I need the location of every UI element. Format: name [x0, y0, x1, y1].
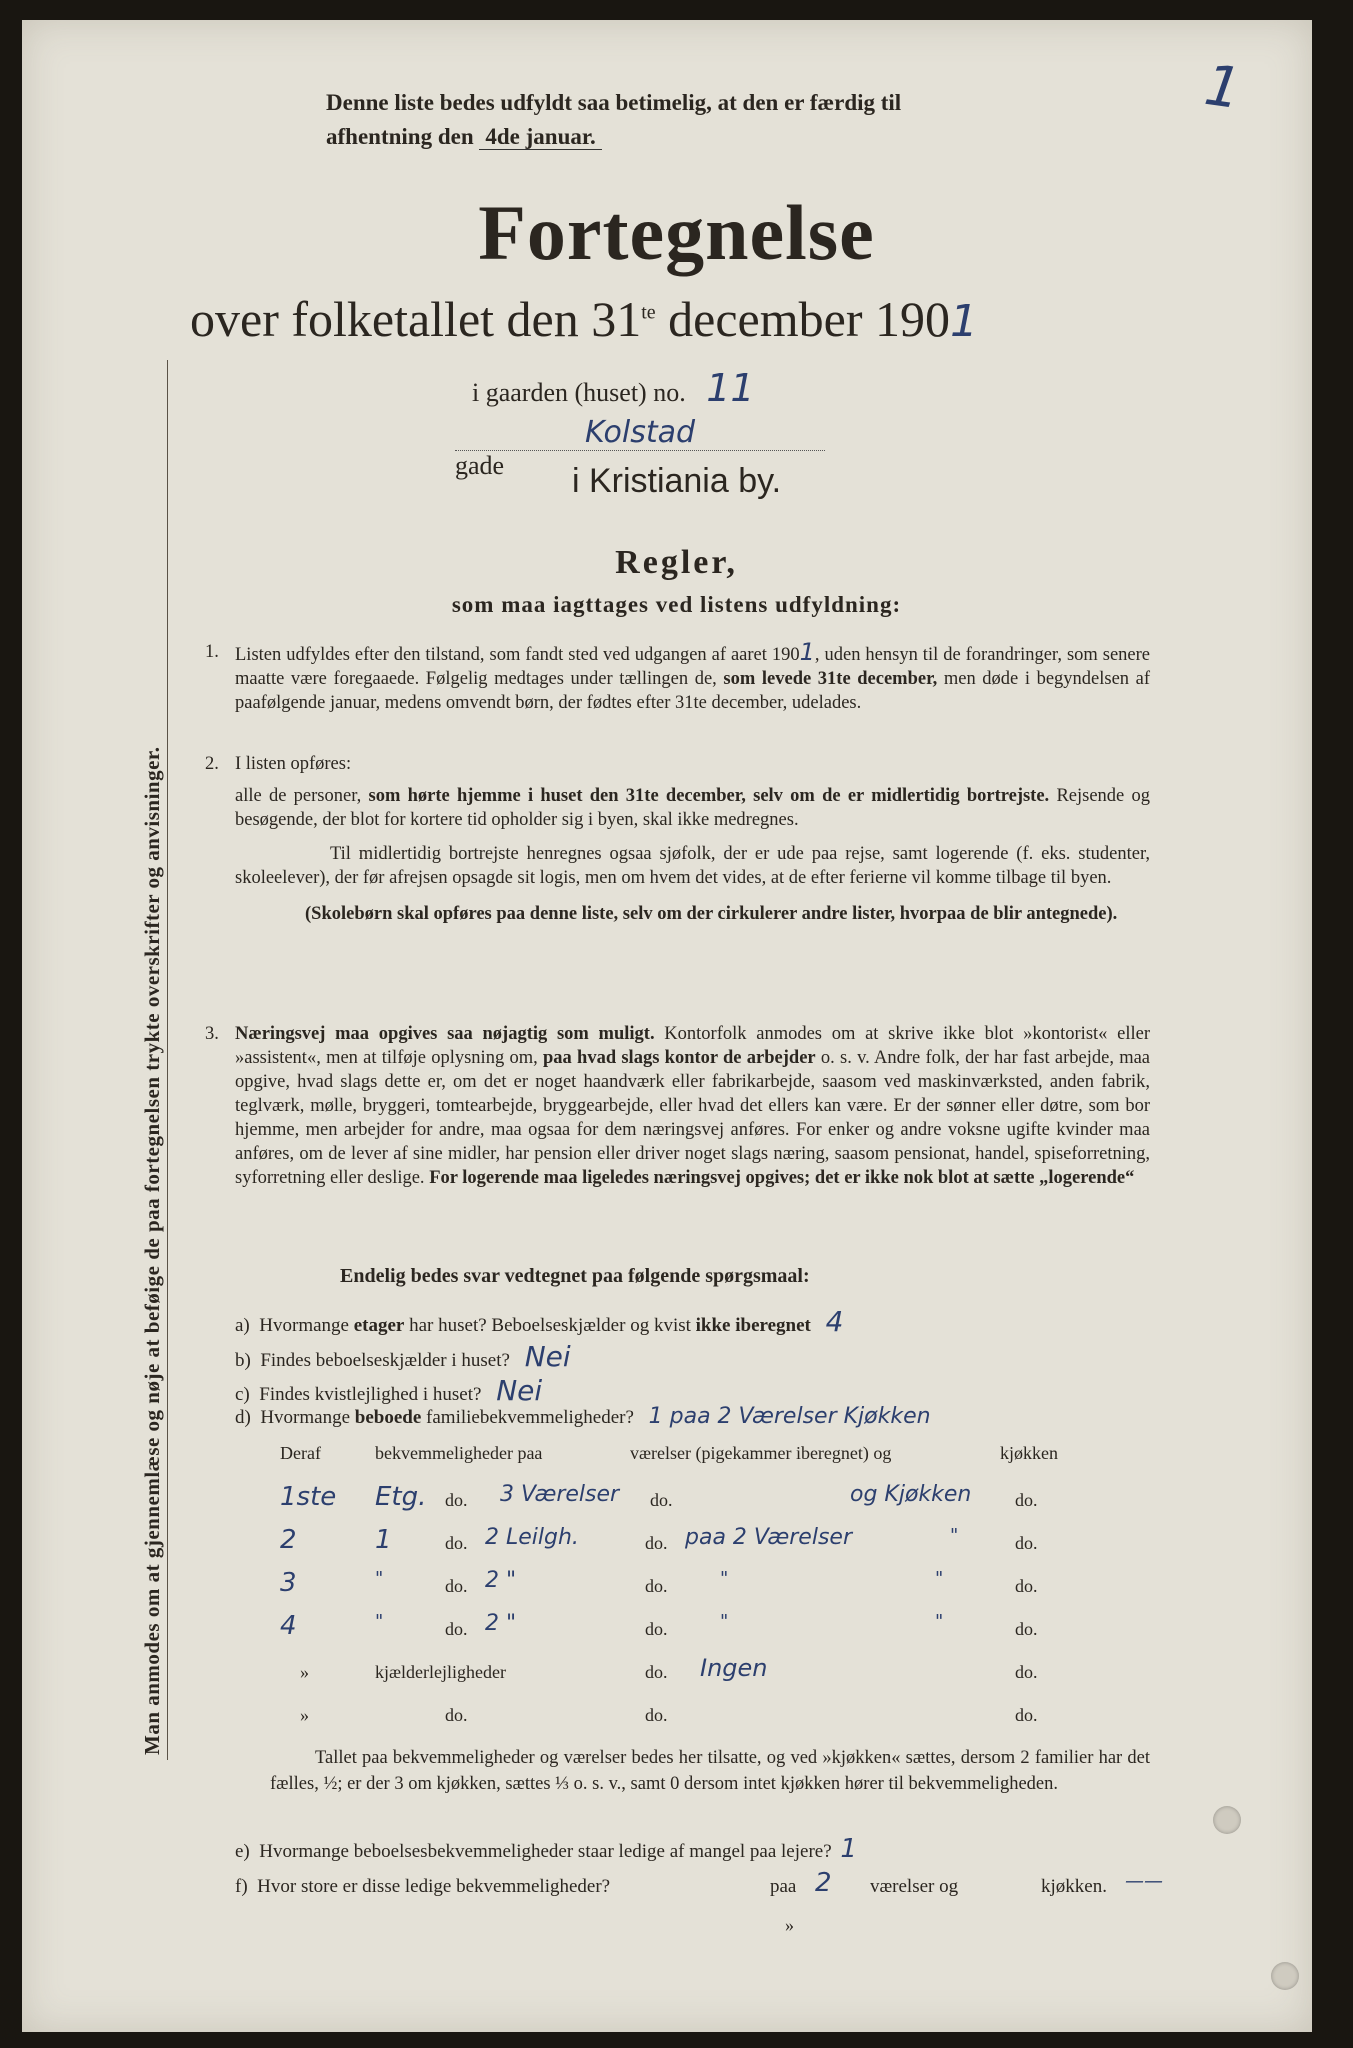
note-prefix: afhentning den — [326, 124, 474, 149]
city-line: i Kristiania by. — [571, 462, 782, 500]
answer-b: Nei — [524, 1340, 571, 1373]
note-line-2 — [326, 120, 1146, 154]
street-label: gade — [455, 451, 505, 480]
table-row: » kjælderlejligheder do. Ingen do. — [300, 1654, 1038, 1682]
f-row2-mark: » — [785, 1915, 794, 1935]
year-handwritten: 1 — [949, 296, 978, 347]
subtitle-text2: december 190 — [668, 291, 950, 347]
answer-a: 4 — [825, 1305, 844, 1338]
question-e: e) Hvormange beboelsesbekvemmeligheder staar ledige af mangel paa lejere? 1 — [235, 1834, 857, 1864]
question-a: a) Hvormange etager har huset? Beboelseskjælder og kvist ikke iberegnet 4 — [235, 1305, 844, 1338]
punch-hole — [1213, 1806, 1241, 1834]
rule-2: 2. I listen opføres: alle de personer, som hørte hjemme i huset den 31te december, selv om de er midlertidig bortrejste. Rejsende og besøgende, der blot for kortere tid opholder sig i byen, skal ikke medregnes. Til midlertidig bortrejste henregnes ogsaa sjøfolk, der er ude paa rejse, samt logerende (f. eks. studenter, skoleelever), der før afrejsen opsagde sit logis, men om hvem det vides, at de efter ferierne vil komme tilbage til byen. (Skolebørn skal opføres paa denne liste, selv om der cirkulerer andre lister, hvorpaa de blir antegnede). — [205, 754, 1151, 924]
question-d: d) Hvormange beboede familiebekvemmeligheder? 1 paa 2 Værelser Kjøkken — [235, 1404, 931, 1429]
rule-1: 1. Listen udfyldes efter den tilstand, som fandt sted ved udgangen af aaret 1901, uden hensyn til de forandringer, som senere maatte være foregaaede. Følgelig medtages under tællingen de, som levede 31te december, men døde i begyndelsen af paafølgende januar, medens omvendt børn, der fødtes efter 31te december, udelades. — [205, 638, 1151, 713]
table-row: » do. do. do. — [300, 1705, 1038, 1725]
question-c: c) Findes kvistlejlighed i huset? Nei — [235, 1374, 543, 1407]
note-line-1: Denne liste bedes udfyldt saa betimelig, at den er færdig til — [326, 90, 902, 115]
answer-d: 1 paa 2 Værelser Kjøkken — [648, 1404, 931, 1429]
questions-title: Endelig bedes svar vedtegnet paa følgende spørgsmaal: — [340, 1265, 810, 1287]
page-title: Fortegnelse — [478, 189, 875, 276]
table-row: 3 " do. 2 " do. " " do. — [280, 1568, 1038, 1598]
answer-f-rooms: 2 — [815, 1868, 832, 1898]
rules-title: Regler, — [615, 544, 738, 581]
rule-3: 3. Næringsvej maa opgives saa nøjagtig som muligt. Kontorfolk anmodes om at skrive ikke blot »kontorist« eller »assistent«, men at tilføje oplysning om, paa hvad slags kontor de arbejder o. s. v. Andre folk, der har fast arbejde, maa opgive, hvad slags dette er, om det er noget haandværk eller fabrikarbejde, saasom ved maskinværksted, anden fabrik, teglværk, mølle, bryggeri, tomtearbejde, bryggearbejde, eller hvad det ellers kan være. Er der sønner eller døtre, som bor hjemme, men arbejder for andre, maa ogsaa for dem næringsvej anføres. For enker og andre voksne ugifte kvinder maa anføres, om de lever af sine midler, har pension eller driver noget slags næring, saasom pensionat, handel, spiseforretning, syforretning eller deslige. For logerende maa ligeledes næringsvej opgives; det er ikke nok blot at sætte „logerende“ — [205, 1024, 1151, 1188]
punch-hole — [1271, 1962, 1299, 1990]
note-date: 4de januar. — [479, 124, 601, 150]
table-row: 2 1 do. 2 Leilgh. do. paa 2 Værelser " do. — [280, 1525, 1038, 1555]
table-footnote: Tallet paa bekvemmeligheder og værelser bedes her tilsatte, og ved »kjøkken« sættes, dersom 2 familier har det fælles, ½; er der 3 om kjøkken, sættes ⅓ o. s. v., samt 0 dersom intet kjøkken hører til bekvemmeligheden. — [270, 1748, 1150, 1794]
page-number: 1 — [1200, 52, 1245, 123]
side-instruction: Man anmodes om at gjennemlæse og nøje at beføige de paa fortegnelsen trykte overskrifter og anvisninger. — [140, 746, 164, 1755]
house-number: 11 — [706, 366, 755, 410]
subtitle — [190, 290, 978, 348]
table-row: 4 " do. 2 " do. " " do. — [280, 1611, 1038, 1641]
rules-subtitle: som maa iagttages ved listens udfyldning: — [451, 592, 902, 617]
table-row: 1ste Etg. do. 3 Værelser do. og Kjøkken do. — [280, 1482, 1038, 1512]
house-line — [472, 366, 755, 410]
answer-c: Nei — [496, 1374, 543, 1407]
answer-f-kitchen: —— — [1125, 1870, 1163, 1892]
question-f: f) Hvor store er disse ledige bekvemmeligheder? paa 2 værelser og kjøkken. —— — [235, 1868, 1163, 1898]
rule1-year-hw: 1 — [799, 638, 815, 666]
house-label: i gaarden (huset) no. — [472, 378, 686, 407]
street-name: Kolstad — [584, 415, 696, 450]
answer-e: 1 — [840, 1834, 857, 1864]
question-b: b) Findes beboelseskjælder i huset? Nei — [235, 1340, 571, 1373]
subtitle-sup: te — [641, 301, 656, 324]
subtitle-text: over folketallet den 31 — [190, 291, 642, 347]
